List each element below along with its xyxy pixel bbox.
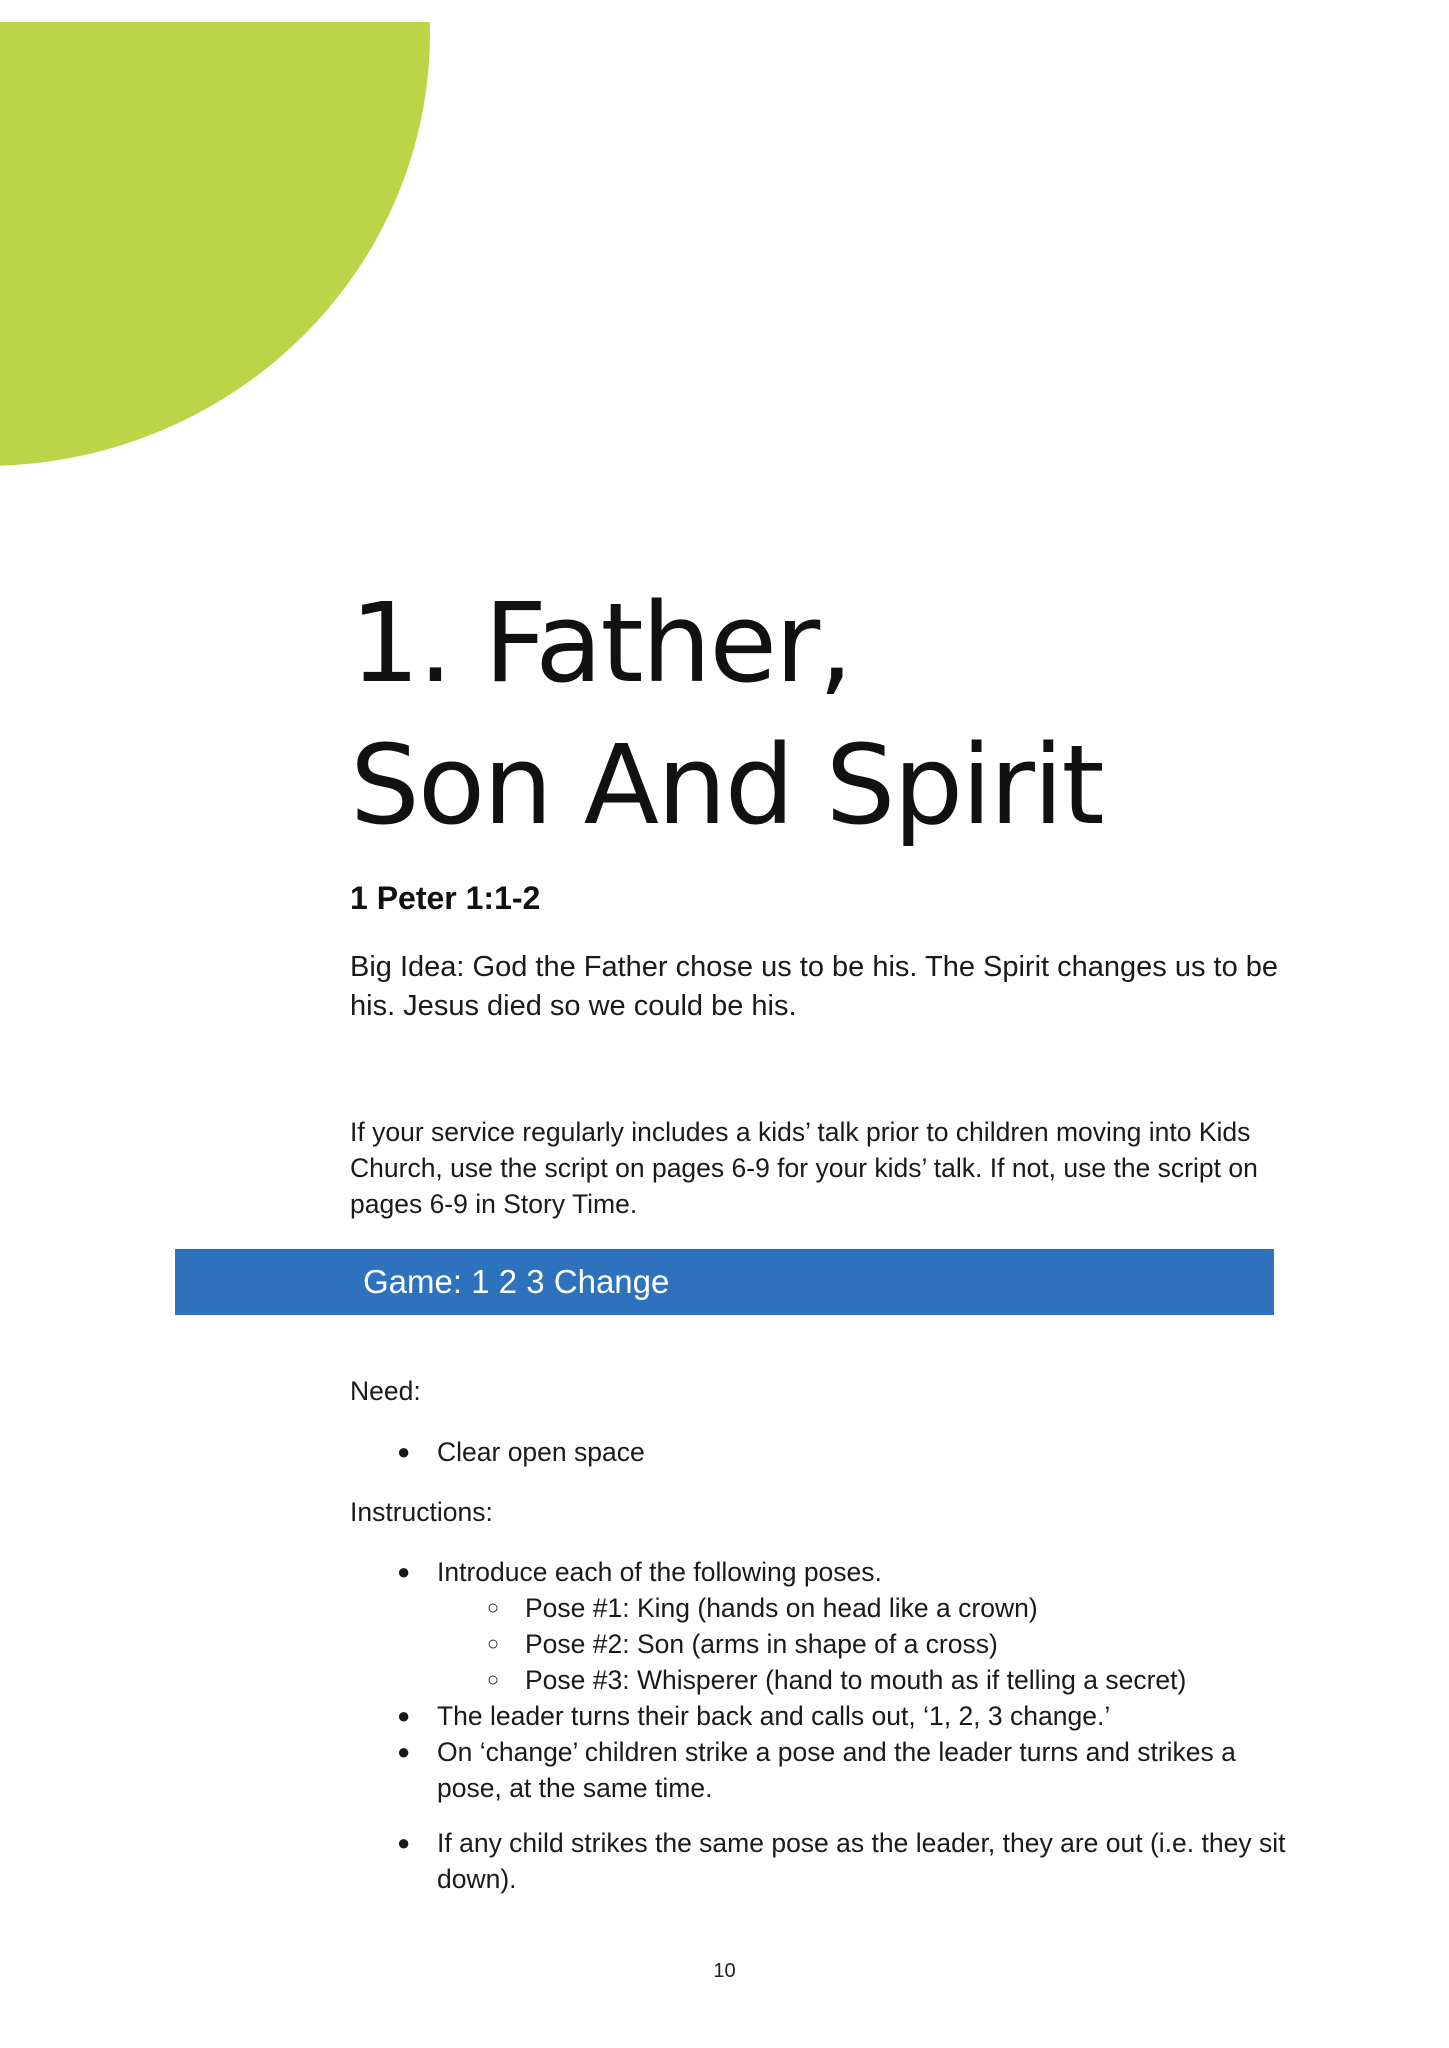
need-item-text: Clear open space bbox=[437, 1437, 645, 1467]
game-section-banner bbox=[175, 1249, 1274, 1315]
instruction-text: Pose #1: King (hands on head like a crown) bbox=[525, 1593, 1038, 1623]
instructions-label: Instructions: bbox=[350, 1497, 493, 1527]
bullet-icon: ● bbox=[397, 1739, 411, 1764]
instruction-text: Introduce each of the following poses. bbox=[437, 1557, 882, 1587]
lesson-title bbox=[350, 572, 1103, 856]
instruction-sub-item bbox=[487, 1662, 1285, 1698]
decorative-green-circle bbox=[0, 0, 430, 466]
instruction-item bbox=[397, 1734, 1287, 1806]
instruction-text: The leader turns their back and calls out, ‘1, 2, 3 change.’ bbox=[437, 1701, 1111, 1731]
instruction-text: On ‘change’ children strike a pose and the leader turns and strikes a pose, at the same time. bbox=[437, 1737, 1236, 1803]
bullet-icon: ● bbox=[397, 1703, 411, 1728]
instruction-text: Pose #2: Son (arms in shape of a cross) bbox=[525, 1629, 998, 1659]
circle-bullet-icon: ○ bbox=[487, 1669, 500, 1691]
big-idea-text: Big Idea: God the Father chose us to be his. The Spirit changes us to be his. Jesus died so we could be his. bbox=[350, 951, 1279, 1022]
title-line-1: 1. Father, bbox=[350, 579, 852, 707]
page-number: 10 bbox=[713, 1960, 736, 1982]
bullet-icon: ● bbox=[397, 1439, 411, 1464]
instruction-sub-item bbox=[487, 1590, 1285, 1626]
scripture-reference: 1 Peter 1:1-2 bbox=[350, 880, 541, 916]
need-item bbox=[397, 1434, 1287, 1470]
bullet-icon: ● bbox=[397, 1830, 411, 1855]
need-label: Need: bbox=[350, 1376, 421, 1406]
bullet-icon: ● bbox=[397, 1559, 411, 1584]
instruction-sub-item bbox=[487, 1626, 1285, 1662]
intro-paragraph: If your service regularly includes a kids’ talk prior to children moving into Kids Church, use the script on pages 6-9 for your kids’ talk. If not, use the script on pages 6-9 in Story Time. bbox=[350, 1117, 1258, 1219]
circle-bullet-icon: ○ bbox=[487, 1597, 500, 1619]
instruction-item bbox=[397, 1825, 1287, 1897]
instruction-text: Pose #3: Whisperer (hand to mouth as if telling a secret) bbox=[525, 1665, 1187, 1695]
game-title: Game: 1 2 3 Change bbox=[363, 1263, 670, 1300]
circle-bullet-icon: ○ bbox=[487, 1633, 500, 1655]
instruction-text: If any child strikes the same pose as the leader, they are out (i.e. they sit down). bbox=[437, 1828, 1286, 1894]
top-margin-strip bbox=[0, 0, 1449, 22]
instruction-item bbox=[397, 1554, 1287, 1590]
instruction-item bbox=[397, 1698, 1287, 1734]
title-line-2: Son And Spirit bbox=[350, 721, 1103, 849]
